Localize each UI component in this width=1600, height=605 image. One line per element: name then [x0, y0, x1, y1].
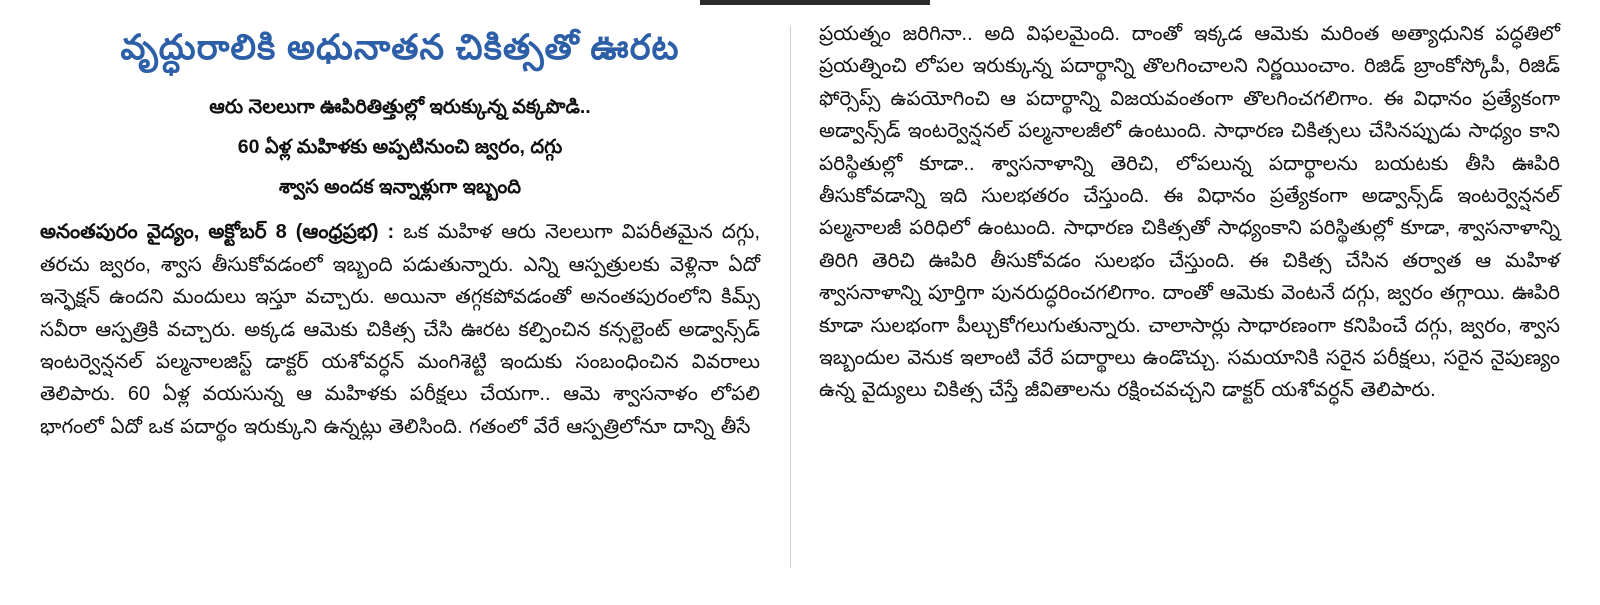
bottom-rule [40, 598, 1560, 599]
article-columns [0, 18, 1600, 598]
right-column [791, 18, 1600, 407]
deck-line: శ్వాస అందక ఇన్నాళ్లుగా ఇబ్బంది [278, 176, 522, 199]
left-column [0, 18, 790, 443]
deck-line: ఆరు నెలలుగా ఊపిరితిత్తుల్లో ఇరుక్కున్న వక్కపొడి.. [209, 95, 591, 118]
dateline: అనంతపురం వైద్యం, అక్టోబర్ 8 (ఆంధ్రప్రభ) : [40, 221, 395, 244]
deck [40, 92, 760, 203]
left-column-body [40, 216, 760, 443]
deck-line: 60 ఏళ్ల మహిళకు అప్పటినుంచి జ్వరం, దగ్గు [237, 135, 563, 158]
top-rule-fragment [700, 0, 930, 5]
page-title: వృద్ధురాలికి అధునాతన చికిత్సతో ఊరట [120, 28, 680, 67]
left-column-text: ఒక మహిళ ఆరు నెలలుగా విపరీతమైన దగ్గు, తరచు జ్వరం, శ్వాస తీసుకోవడంలో ఇబ్బంది పడుతున్నారు. ఎన్ని ఆస్పత్రులకు వెళ్లినా ఏదో ఇన్ఫెక్షన్ ఉందని మందులు ఇస్తూ వచ్చారు. అయినా తగ్గకపోవడంతో అనంతపురంలోని కిమ్స్ సవీరా ఆస్పత్రికి వచ్చారు. అక్కడ ఆమెకు చికిత్స చేసి ఊరట కల్పించిన కన్సల్టెంట్ అడ్వాన్స్‌డ్ ఇంటర్వెన్షనల్ పల్మనాలజిస్ట్ డాక్టర్ యశోవర్ధన్ మంగిశెట్టి ఇందుకు సంబంధించిన వివరాలు తెలిపారు. 60 ఏళ్ల వయసున్న ఆ మహిళకు పరీక్షలు చేయగా.. ఆమె శ్వాసనాళం లోపలి భాగంలో ఏదో ఒక పదార్థం ఇరుక్కుని ఉన్నట్లు తెలిసింది. గతంలో వేరే ఆస్పత్రిలోనూ దాన్ని తీసే [40, 221, 760, 438]
right-column-body: ప్రయత్నం జరిగినా.. అది విఫలమైంది. దాంతో ఇక్కడ ఆమెకు మరింత అత్యాధునిక పద్ధతిలో ప్రయత్నించి లోపల ఇరుక్కున్న పదార్థాన్ని తొలగించాలని నిర్ణయించాం. రిజిడ్ బ్రాంకోస్కోపీ, రిజిడ్ ఫోర్సెప్స్ ఉపయోగించి ఆ పదార్థాన్ని విజయవంతంగా తొలగించగలిగాం. ఈ విధానం ప్రత్యేకంగా అడ్వాన్స్‌డ్ ఇంటర్వెన్షనల్ పల్మనాలజీలో ఉంటుంది. సాధారణ చికిత్సలు చేసినప్పుడు సాధ్యం కాని పరిస్థితుల్లో కూడా.. శ్వాసనాళాన్ని తెరిచి, లోపలున్న పదార్థాలను బయటకు తీసి ఊపిరి తీసుకోవడాన్ని ఇది సులభతరం చేస్తుంది. ఈ విధానం ప్రత్యేకంగా అడ్వాన్స్‌డ్ ఇంటర్వెన్షనల్ పల్మనాలజీ పరిధిలో ఉంటుంది. సాధారణ చికిత్సతో సాధ్యంకాని పరిస్థితుల్లో కూడా, శ్వాసనాళాన్ని తిరిగి తెరిచి ఊపిరి తీసుకోవడం సులభం చేస్తుంది. ఈ చికిత్స చేసిన తర్వాత ఆ మహిళ శ్వాసనాళాన్ని పూర్తిగా పునరుద్ధరించగలిగాం. దాంతో ఆమెకు వెంటనే దగ్గు, జ్వరం తగ్గాయి. ఊపిరి కూడా సులభంగా పీల్చుకోగలుగుతున్నారు. చాలాసార్లు సాధారణంగా కనిపించే దగ్గు, జ్వరం, శ్వాస ఇబ్బందుల వెనుక ఇలాంటి వేరే పదార్థాలు ఉండొచ్చు. సమయానికి సరైన పరీక్షలు, సరైన నైపుణ్యం ఉన్న వైద్యులు చికిత్స చేస్తే జీవితాలను రక్షించవచ్చని డాక్టర్ యశోవర్ధన్ తెలిపారు. [819, 23, 1560, 402]
